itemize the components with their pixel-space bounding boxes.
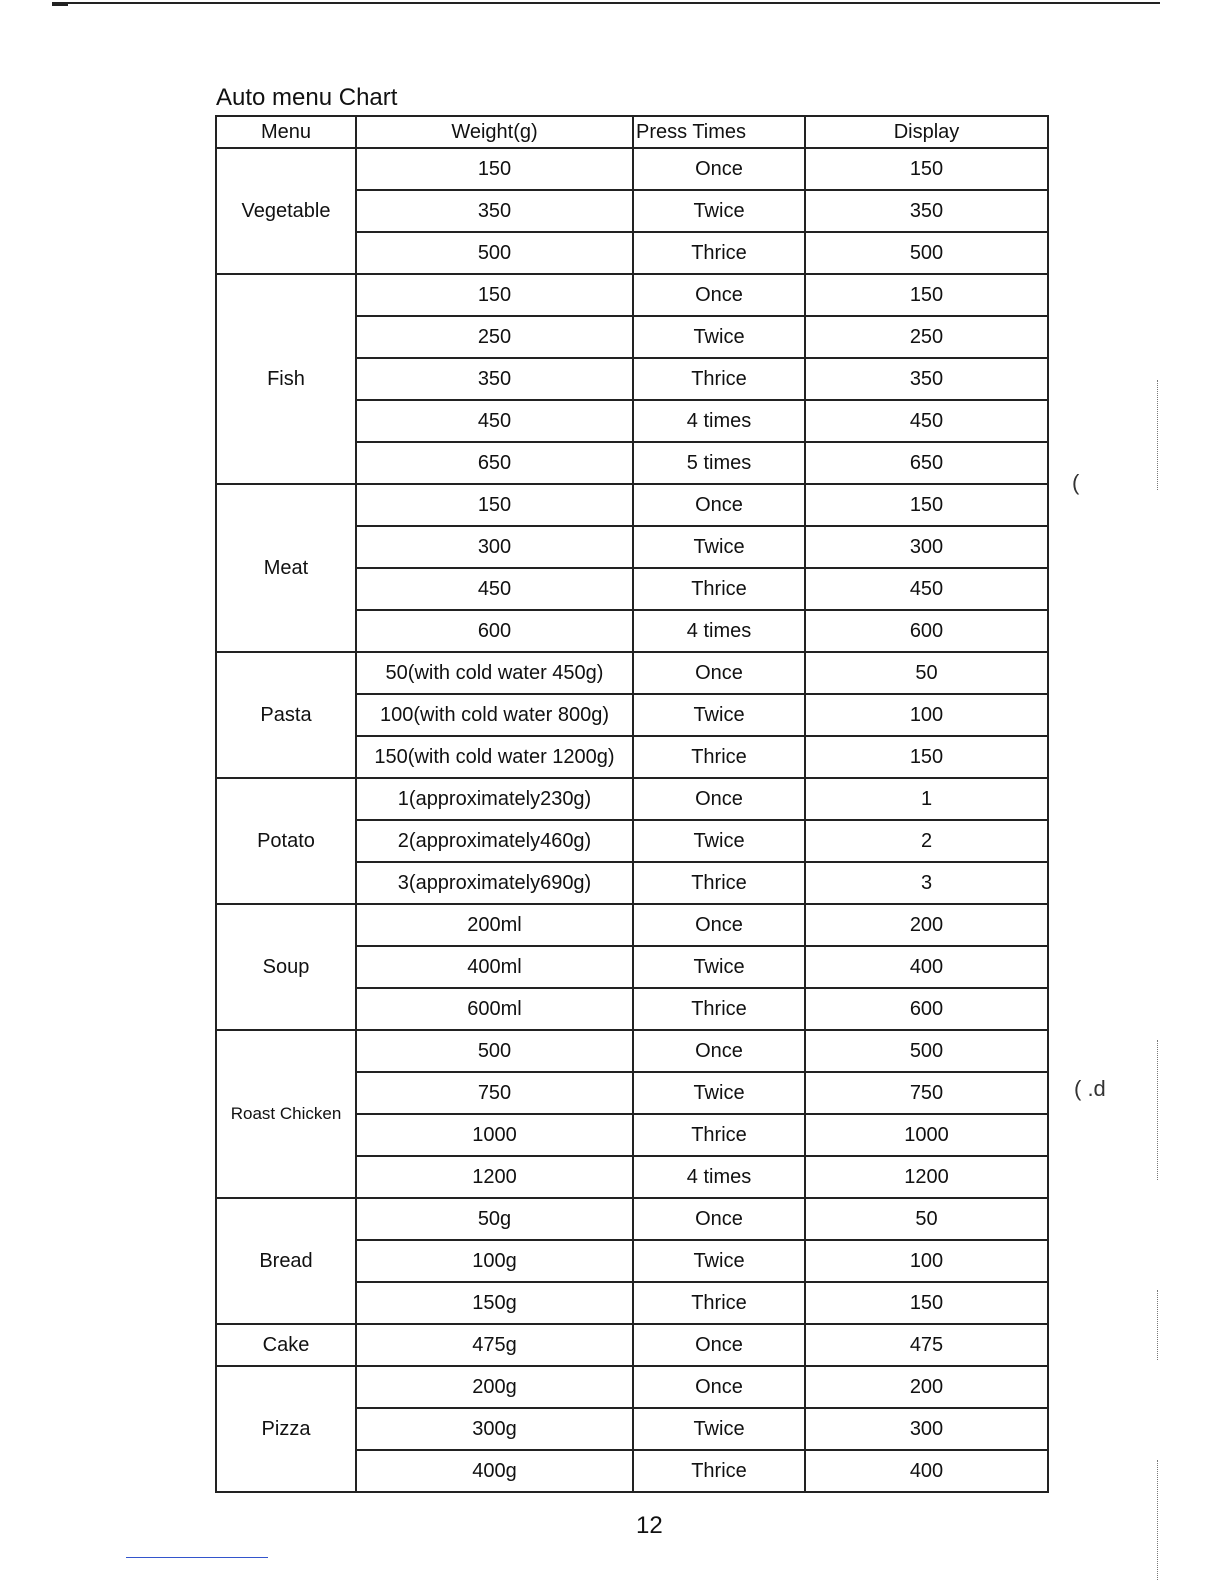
display-cell: 600 [805, 988, 1048, 1030]
weight-cell: 600 [356, 610, 633, 652]
weight-cell: 1(approximately230g) [356, 778, 633, 820]
display-cell: 650 [805, 442, 1048, 484]
weight-cell: 350 [356, 358, 633, 400]
press-cell: Twice [633, 526, 805, 568]
press-cell: Thrice [633, 1114, 805, 1156]
weight-cell: 600ml [356, 988, 633, 1030]
table-row [216, 652, 1048, 694]
display-cell: 600 [805, 610, 1048, 652]
menu-cell: Cake [216, 1324, 356, 1366]
display-cell: 3 [805, 862, 1048, 904]
menu-cell: Vegetable [216, 148, 356, 274]
press-cell: Once [633, 148, 805, 190]
display-cell: 350 [805, 190, 1048, 232]
display-cell: 1 [805, 778, 1048, 820]
margin-mark-2: ( .d [1074, 1076, 1106, 1101]
press-cell: Twice [633, 1408, 805, 1450]
menu-cell: Meat [216, 484, 356, 652]
weight-cell: 650 [356, 442, 633, 484]
menu-cell: Pizza [216, 1366, 356, 1492]
display-cell: 100 [805, 694, 1048, 736]
press-cell: Twice [633, 1072, 805, 1114]
header-menu: Menu [216, 116, 356, 148]
weight-cell: 500 [356, 232, 633, 274]
display-cell: 450 [805, 568, 1048, 610]
weight-cell: 150 [356, 274, 633, 316]
press-cell: Once [633, 274, 805, 316]
press-cell: 4 times [633, 400, 805, 442]
display-cell: 2 [805, 820, 1048, 862]
edge-line-2 [1157, 1040, 1158, 1180]
display-cell: 150 [805, 484, 1048, 526]
display-cell: 150 [805, 736, 1048, 778]
weight-cell: 250 [356, 316, 633, 358]
table-row [216, 274, 1048, 316]
weight-cell: 50(with cold water 450g) [356, 652, 633, 694]
header-weight: Weight(g) [356, 116, 633, 148]
press-cell: Thrice [633, 988, 805, 1030]
press-cell: Twice [633, 190, 805, 232]
press-cell: 4 times [633, 610, 805, 652]
press-cell: 4 times [633, 1156, 805, 1198]
weight-cell: 300g [356, 1408, 633, 1450]
menu-cell: Bread [216, 1198, 356, 1324]
weight-cell: 2(approximately460g) [356, 820, 633, 862]
table-row [216, 1198, 1048, 1240]
press-cell: Once [633, 1198, 805, 1240]
press-cell: Once [633, 652, 805, 694]
header-row [216, 116, 1048, 148]
weight-cell: 150 [356, 484, 633, 526]
table-row [216, 1030, 1048, 1072]
display-cell: 50 [805, 1198, 1048, 1240]
weight-cell: 100g [356, 1240, 633, 1282]
weight-cell: 350 [356, 190, 633, 232]
menu-cell: Pasta [216, 652, 356, 778]
display-cell: 150 [805, 1282, 1048, 1324]
margin-mark-1: ( [1072, 470, 1080, 495]
menu-cell: Roast Chicken [216, 1030, 356, 1198]
press-cell: Once [633, 904, 805, 946]
press-cell: Thrice [633, 862, 805, 904]
display-cell: 500 [805, 1030, 1048, 1072]
display-cell: 1000 [805, 1114, 1048, 1156]
weight-cell: 3(approximately690g) [356, 862, 633, 904]
header-display: Display [805, 116, 1048, 148]
press-cell: Thrice [633, 358, 805, 400]
top-mark [52, 3, 68, 6]
edge-line-4 [1157, 1460, 1158, 1580]
weight-cell: 200g [356, 1366, 633, 1408]
display-cell: 150 [805, 274, 1048, 316]
weight-cell: 150 [356, 148, 633, 190]
display-cell: 400 [805, 946, 1048, 988]
press-cell: Once [633, 1366, 805, 1408]
display-cell: 50 [805, 652, 1048, 694]
table-row [216, 1324, 1048, 1366]
table-row [216, 484, 1048, 526]
table-row [216, 778, 1048, 820]
weight-cell: 150g [356, 1282, 633, 1324]
bottom-rule [126, 1557, 268, 1558]
display-cell: 200 [805, 1366, 1048, 1408]
page-number: 12 [636, 1512, 663, 1539]
press-cell: Thrice [633, 1282, 805, 1324]
display-cell: 450 [805, 400, 1048, 442]
press-cell: Once [633, 484, 805, 526]
press-cell: Twice [633, 1240, 805, 1282]
menu-cell: Potato [216, 778, 356, 904]
press-cell: Thrice [633, 568, 805, 610]
top-rule [52, 2, 1160, 4]
weight-cell: 400g [356, 1450, 633, 1492]
weight-cell: 200ml [356, 904, 633, 946]
header-press-times: Press Times [633, 116, 805, 148]
press-cell: Once [633, 1030, 805, 1072]
weight-cell: 50g [356, 1198, 633, 1240]
weight-cell: 300 [356, 526, 633, 568]
table-row [216, 904, 1048, 946]
table-row [216, 148, 1048, 190]
press-cell: 5 times [633, 442, 805, 484]
press-cell: Once [633, 778, 805, 820]
display-cell: 1200 [805, 1156, 1048, 1198]
weight-cell: 1200 [356, 1156, 633, 1198]
weight-cell: 100(with cold water 800g) [356, 694, 633, 736]
weight-cell: 500 [356, 1030, 633, 1072]
press-cell: Thrice [633, 232, 805, 274]
menu-cell: Fish [216, 274, 356, 484]
weight-cell: 450 [356, 568, 633, 610]
display-cell: 300 [805, 1408, 1048, 1450]
weight-cell: 1000 [356, 1114, 633, 1156]
press-cell: Twice [633, 316, 805, 358]
press-cell: Once [633, 1324, 805, 1366]
table-body [216, 148, 1048, 1492]
weight-cell: 750 [356, 1072, 633, 1114]
display-cell: 250 [805, 316, 1048, 358]
display-cell: 300 [805, 526, 1048, 568]
weight-cell: 450 [356, 400, 633, 442]
display-cell: 475 [805, 1324, 1048, 1366]
press-cell: Thrice [633, 736, 805, 778]
auto-menu-table [215, 115, 1049, 1493]
display-cell: 750 [805, 1072, 1048, 1114]
menu-cell: Soup [216, 904, 356, 1030]
press-cell: Twice [633, 694, 805, 736]
table-row [216, 1366, 1048, 1408]
display-cell: 400 [805, 1450, 1048, 1492]
weight-cell: 400ml [356, 946, 633, 988]
display-cell: 350 [805, 358, 1048, 400]
page-title: Auto menu Chart [216, 84, 398, 111]
display-cell: 100 [805, 1240, 1048, 1282]
press-cell: Thrice [633, 1450, 805, 1492]
press-cell: Twice [633, 820, 805, 862]
press-cell: Twice [633, 946, 805, 988]
edge-line-3 [1157, 1290, 1158, 1360]
display-cell: 150 [805, 148, 1048, 190]
weight-cell: 150(with cold water 1200g) [356, 736, 633, 778]
display-cell: 500 [805, 232, 1048, 274]
weight-cell: 475g [356, 1324, 633, 1366]
display-cell: 200 [805, 904, 1048, 946]
edge-line-1 [1157, 380, 1158, 490]
